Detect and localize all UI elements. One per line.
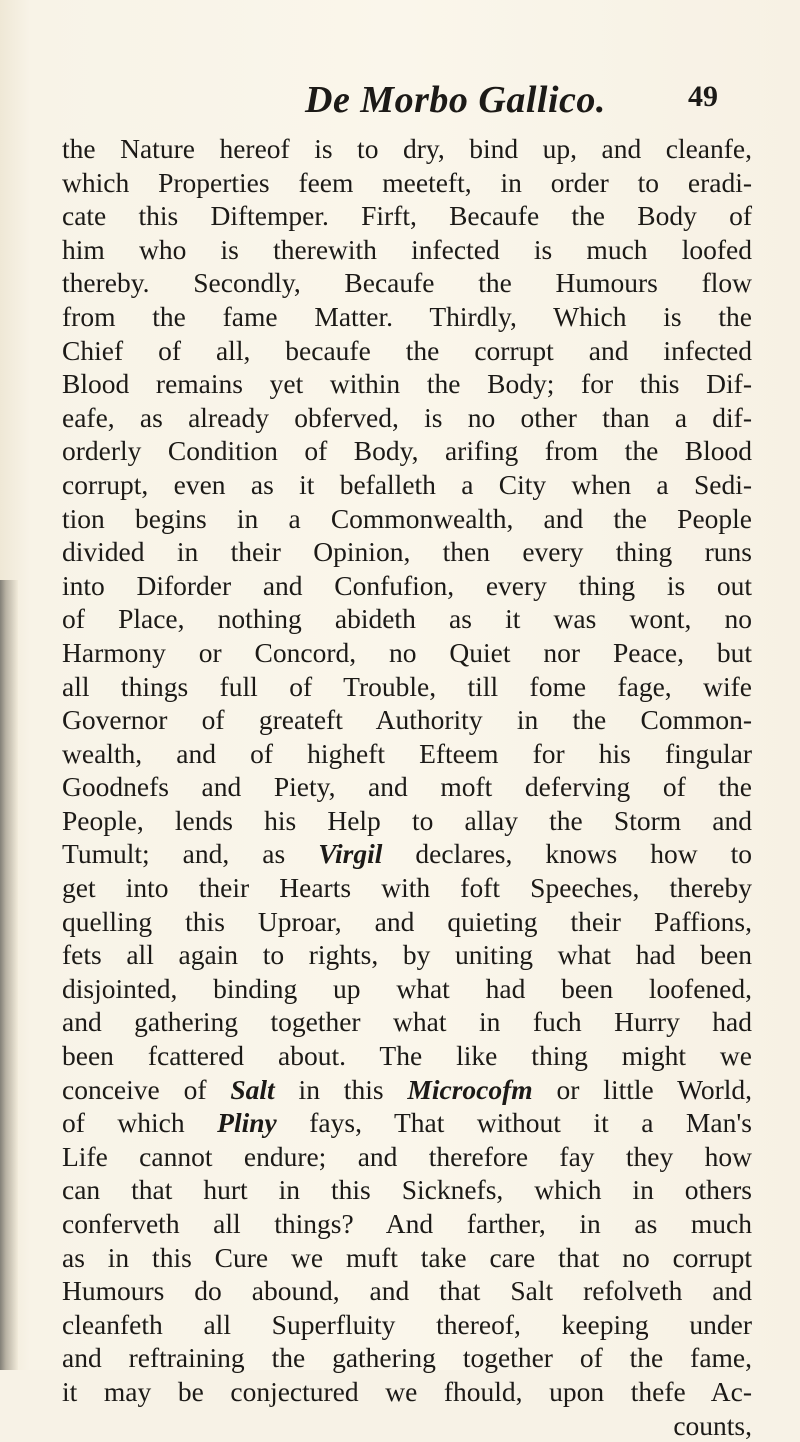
text-line: Life cannot endure; and therefore fay they how [62,1140,752,1172]
text-line: from the fame Matter. Thirdly, Which is the [62,300,752,332]
text-line: corrupt, even as it befalleth a City when a Sedi- [62,468,752,500]
text-line: counts, [673,1409,752,1441]
text-line: People, lends his Help to allay the Storm and [62,804,752,836]
text-line: the Nature hereof is to dry, bind up, and cleanfe, [62,133,752,164]
text-line: which Properties feem meeteft, in order to eradi- [62,166,752,198]
body-text [62,132,752,1442]
text-line: as in this Cure we muft take care that no corrupt [62,1241,752,1273]
text-line: eafe, as already obferved, is no other than a dif- [62,401,752,433]
text-line: Governor of greateft Authority in the Common- [62,704,752,736]
text-run: in this [274,1073,408,1105]
italic-name: Salt [230,1073,275,1105]
italic-name: Microcofm [407,1073,533,1105]
text-line: get into their Hearts with foft Speeches, thereby [62,872,752,904]
text-line: conferveth all things? And farther, in as much [62,1208,752,1239]
text-line: wealth, and of higheft Efteem for his fingular [62,737,752,769]
text-line: Humours do abound, and that Salt refolveth and [62,1275,752,1307]
text-run: declares, knows how to [382,838,752,870]
text-line: and gathering together what in fuch Hurry had [62,1006,752,1038]
text-line: can that hurt in this Sicknefs, which in others [62,1174,752,1206]
text-line: cleanfeth all Superfluity thereof, keeping under [62,1308,752,1340]
text-line: tion begins in a Commonwealth, and the People [62,502,752,534]
text-line: cate this Diftemper. Firft, Becaufe the Body of [62,200,752,232]
text-run: Tumult; and, as [62,838,319,870]
text-line [62,837,752,871]
text-line: into Diforder and Confufion, every thing is out [62,569,752,601]
running-title: De Morbo Gallico. [305,79,606,121]
text-line: Blood remains yet within the Body; for this Dif- [62,368,752,400]
text-line: him who is therewith infected is much loofed [62,233,752,265]
text-line: and reftraining the gathering together of the fame, [62,1342,752,1374]
text-line: disjointed, binding up what had been loofened, [62,972,752,1004]
text-line: quelling this Uproar, and quieting their Paffions, [62,905,752,937]
text-line: Goodnefs and Piety, and moft deferving of the [62,771,752,803]
text-line: thereby. Secondly, Becaufe the Humours flow [62,267,752,299]
text-run: conceive of [62,1073,231,1105]
binding-gutter-shadow [0,580,18,1370]
text-line: been fcattered about. The like thing might we [62,1040,752,1072]
text-line: divided in their Opinion, then every thing runs [62,536,752,568]
italic-name: Pliny [217,1107,277,1139]
text-run: fays, That without it a Man's [276,1107,753,1139]
text-line: fets all again to rights, by uniting what had been [62,939,752,971]
page-number: 49 [688,80,718,113]
text-run: of which [62,1107,218,1139]
running-head [0,78,800,128]
text-line: Harmony or Concord, no Quiet nor Peace, but [62,636,752,668]
text-line [62,1073,752,1107]
text-line: orderly Condition of Body, arifing from the Blood [62,435,752,467]
text-line: it may be conjectured we fhould, upon thefe Ac- [62,1375,752,1407]
text-line: of Place, nothing abideth as it was wont, no [62,603,752,635]
text-line: all things full of Trouble, till fome fage, wife [62,670,752,702]
text-line: Chief of all, becaufe the corrupt and infected [62,334,752,366]
text-line [62,1106,752,1140]
italic-name: Virgil [318,838,383,870]
text-run: or little World, [532,1073,753,1105]
